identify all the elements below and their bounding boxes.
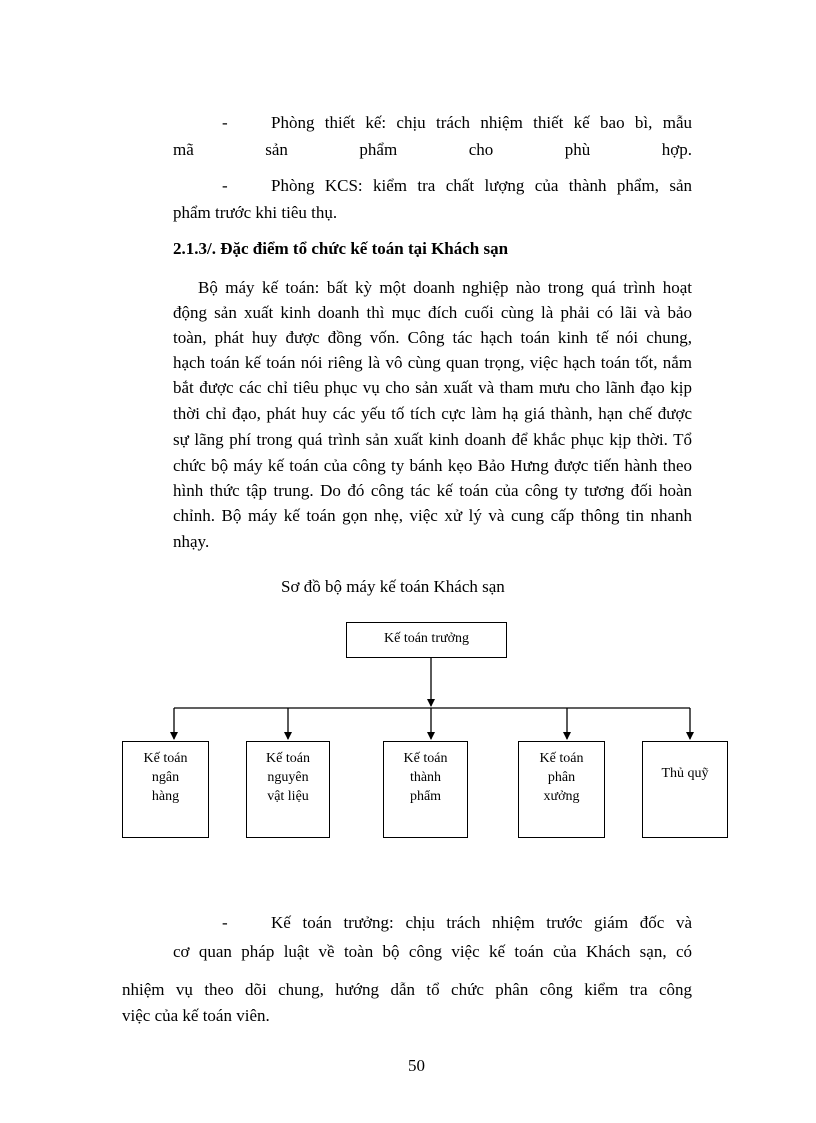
- bullet-dash: -: [222, 913, 228, 932]
- org-node-label: Kế toán: [403, 751, 448, 766]
- paragraph-line: Bộ máy kế toán: bất kỳ một doanh nghiệp nào trong quá trình hoạt: [198, 278, 692, 297]
- org-node-label: thành: [409, 770, 442, 785]
- paragraph-line: toàn, phát huy được đồng vốn. Công tác hạch toán kinh tế nói chung,: [173, 328, 692, 347]
- paragraph-line: nhạy.: [173, 532, 210, 551]
- org-node-root: [346, 622, 507, 658]
- diagram-title: Sơ đồ bộ máy kế toán Khách sạn: [281, 577, 505, 596]
- bottom-line: Kế toán trưởng: chịu trách nhiệm trước giám đốc và: [271, 913, 692, 932]
- org-node-label: ngân: [151, 770, 180, 785]
- org-node-label: hàng: [151, 789, 180, 804]
- word: hợp.: [661, 140, 692, 159]
- org-node-label: Kế toán: [539, 751, 584, 766]
- org-node-thu-quy: [642, 741, 728, 838]
- bottom-line: việc của kế toán viên.: [122, 1006, 270, 1025]
- org-node-label: Kế toán trưởng: [384, 631, 469, 646]
- org-node-label: vật liệu: [267, 789, 309, 804]
- paragraph-line: động sản xuất kinh doanh thì mục đích cuối cùng là phải có lãi và bảo: [173, 303, 692, 322]
- word: sản: [265, 140, 288, 159]
- bottom-line: nhiệm vụ theo dõi chung, hướng dẫn tổ chức phân công kiểm tra công: [122, 980, 692, 999]
- word: mã: [173, 140, 194, 159]
- item-phong-kcs: Phòng KCS: kiểm tra chất lượng của thành phẩm, sản: [271, 176, 692, 195]
- item-phong-kcs-continuation: phẩm trước khi tiêu thụ.: [173, 203, 338, 222]
- paragraph-line: bắt được các chỉ tiêu phục vụ cho sản xuất và tham mưu cho lãnh đạo kịp: [173, 378, 692, 397]
- org-node-label: xưởng: [543, 789, 580, 804]
- item-phong-thiet-ke: Phòng thiết kế: chịu trách nhiệm thiết kế bao bì, mẫu: [271, 113, 692, 132]
- section-heading: 2.1.3/. Đặc điểm tổ chức kế toán tại Khách sạn: [173, 239, 509, 258]
- org-node-label: nguyên: [267, 770, 309, 785]
- org-node-label: Kế toán: [143, 751, 188, 766]
- org-node-nguyen-vat-lieu: [246, 741, 330, 838]
- paragraph-line: chỉnh. Bộ máy kế toán gọn nhẹ, việc xử lý và cung cấp thông tin nhanh: [173, 506, 692, 525]
- org-node-label: phẩm: [409, 789, 442, 804]
- org-node-label: Kế toán: [266, 751, 310, 766]
- bottom-line: cơ quan pháp luật về toàn bộ công việc kế toán của Khách sạn, có: [173, 942, 692, 961]
- org-node-thanh-pham: [383, 741, 468, 838]
- org-node-label: Thủ quỹ: [661, 766, 709, 781]
- word: cho: [468, 140, 494, 159]
- bullet-dash: -: [222, 176, 228, 195]
- paragraph-line: chức bộ máy kế toán của công ty bánh kẹo Bảo Hưng được tiến hành theo: [173, 456, 692, 475]
- bullet-dash: -: [222, 113, 228, 132]
- paragraph-line: thời chỉ đạo, phát huy các yếu tố tích cực làm hạ giá thành, hạn chế được: [173, 404, 692, 423]
- word: phẩm: [359, 140, 398, 159]
- paragraph-line: hình thức tập trung. Do đó công tác kế toán của công ty tương đối hoàn: [173, 481, 692, 500]
- paragraph-line: sự lãng phí trong quá trình sản xuất kinh doanh để khắc phục kịp thời. Tổ: [173, 430, 692, 449]
- page-number: 50: [408, 1056, 425, 1075]
- org-node-ngan-hang: [122, 741, 209, 838]
- word: phù: [564, 140, 591, 159]
- org-node-label: phân: [547, 770, 576, 785]
- paragraph-line: hạch toán kế toán nói riêng là vô cùng quan trọng, việc hạch toán tốt, nắm: [173, 353, 692, 372]
- org-node-phan-xuong: [518, 741, 605, 838]
